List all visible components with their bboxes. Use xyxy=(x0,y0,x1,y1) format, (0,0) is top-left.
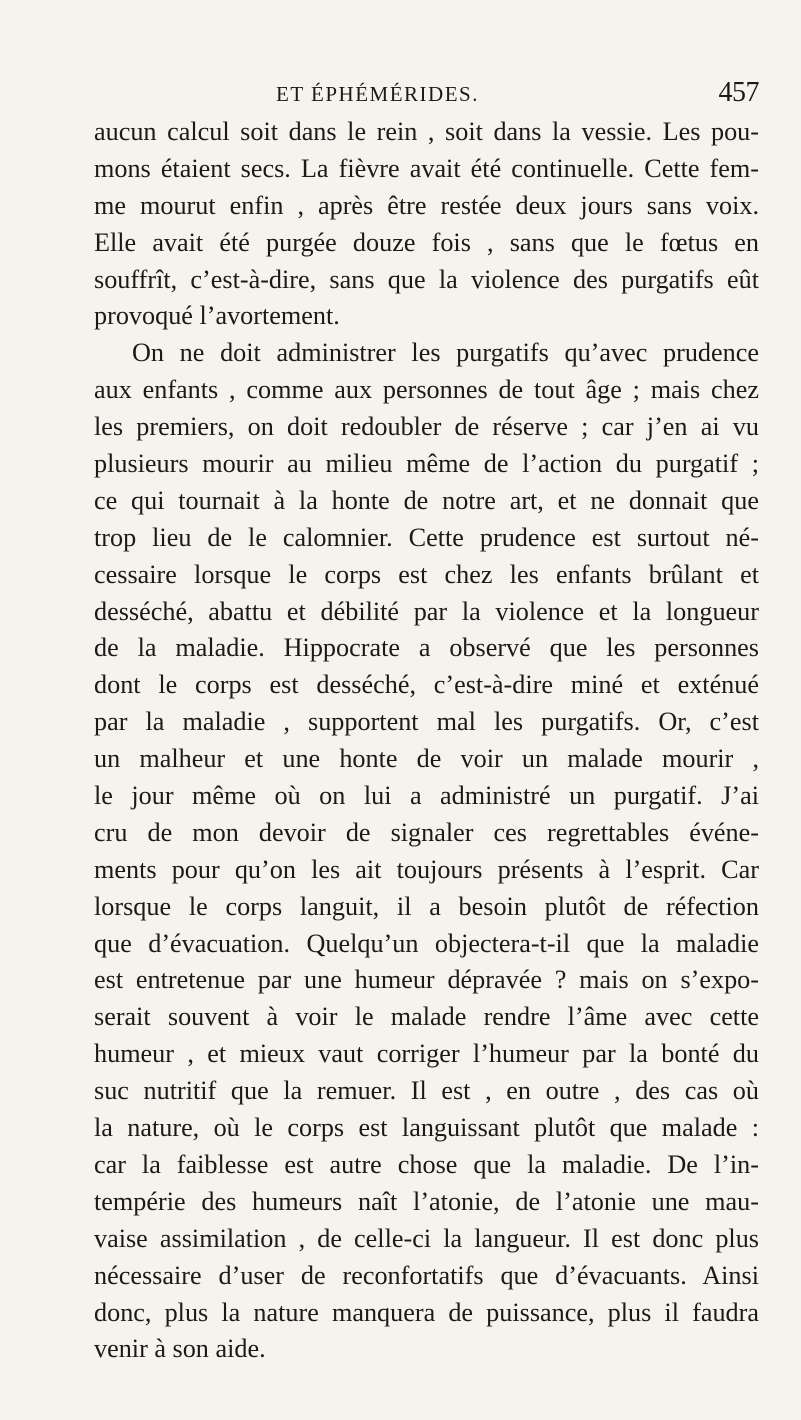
text-line: me mourut enfin , après être restée deux jours sans voix. xyxy=(94,190,759,220)
text-line: ments pour qu’on les ait toujours présents à l’esprit. Car xyxy=(94,854,759,884)
text-line: vaise assimilation , de celle-ci la langueur. Il est donc plus xyxy=(94,1223,759,1253)
text-line: donc, plus la nature manquera de puissance, plus il faudra xyxy=(94,1297,759,1327)
text-line: trop lieu de le calomnier. Cette prudence est surtout né- xyxy=(94,522,759,552)
text-line: que d’évacuation. Quelqu’un objectera-t-il que la maladie xyxy=(94,928,759,958)
text-line: un malheur et une honte de voir un malade mourir , xyxy=(94,744,759,774)
body-text xyxy=(94,114,759,1368)
text-line: aux enfants , comme aux personnes de tout âge ; mais chez xyxy=(94,375,759,405)
text-line: provoqué l’avortement. xyxy=(94,301,340,331)
text-line: humeur , et mieux vaut corriger l’humeur par la bonté du xyxy=(94,1039,759,1069)
text-line: dont le corps est desséché, c’est-à-dire miné et exténué xyxy=(94,670,759,700)
text-line: par la maladie , supportent mal les purgatifs. Or, c’est xyxy=(94,707,759,737)
text-line: mons étaient secs. La fièvre avait été continuelle. Cette fem- xyxy=(94,153,759,183)
text-line: desséché, abattu et débilité par la violence et la longueur xyxy=(94,596,759,626)
text-line: tempérie des humeurs naît l’atonie, de l’atonie une mau- xyxy=(94,1186,759,1216)
text-line: les premiers, on doit redoubler de réserve ; car j’en ai vu xyxy=(94,412,759,442)
text-line: le jour même où on lui a administré un purgatif. J’ai xyxy=(94,781,759,811)
running-head xyxy=(94,77,759,108)
text-line: serait souvent à voir le malade rendre l’âme avec cette xyxy=(94,1002,759,1032)
text-line: car la faiblesse est autre chose que la maladie. De l’in- xyxy=(94,1149,759,1179)
text-line: de la maladie. Hippocrate a observé que les personnes xyxy=(94,633,759,663)
text-line: cessaire lorsque le corps est chez les enfants brûlant et xyxy=(94,559,759,589)
text-line: lorsque le corps languit, il a besoin plutôt de réfection xyxy=(94,891,759,921)
text-line: souffrît, c’est-à-dire, sans que la violence des purgatifs eût xyxy=(94,264,759,294)
text-line: nécessaire d’user de reconfortatifs que d’évacuants. Ainsi xyxy=(94,1260,759,1290)
text-line: On ne doit administrer les purgatifs qu’avec prudence xyxy=(132,338,759,368)
text-line: la nature, où le corps est languissant plutôt que malade : xyxy=(94,1113,759,1143)
text-line: est entretenue par une humeur dépravée ? mais on s’expo- xyxy=(94,965,759,995)
text-line: aucun calcul soit dans le rein , soit dans la vessie. Les pou- xyxy=(94,117,759,146)
page-number: 457 xyxy=(718,77,759,108)
text-line: plusieurs mourir au milieu même de l’action du purgatif ; xyxy=(94,449,759,479)
text-line: suc nutritif que la remuer. Il est , en outre , des cas où xyxy=(94,1076,759,1106)
text-line: venir à son aide. xyxy=(94,1334,266,1364)
text-line: cru de mon devoir de signaler ces regrettables événe- xyxy=(94,817,759,847)
text-line: Elle avait été purgée douze fois , sans que le fœtus en xyxy=(94,227,759,257)
running-title: ET ÉPHÉMÉRIDES. xyxy=(276,82,479,106)
text-line: ce qui tournait à la honte de notre art, et ne donnait que xyxy=(94,485,759,515)
